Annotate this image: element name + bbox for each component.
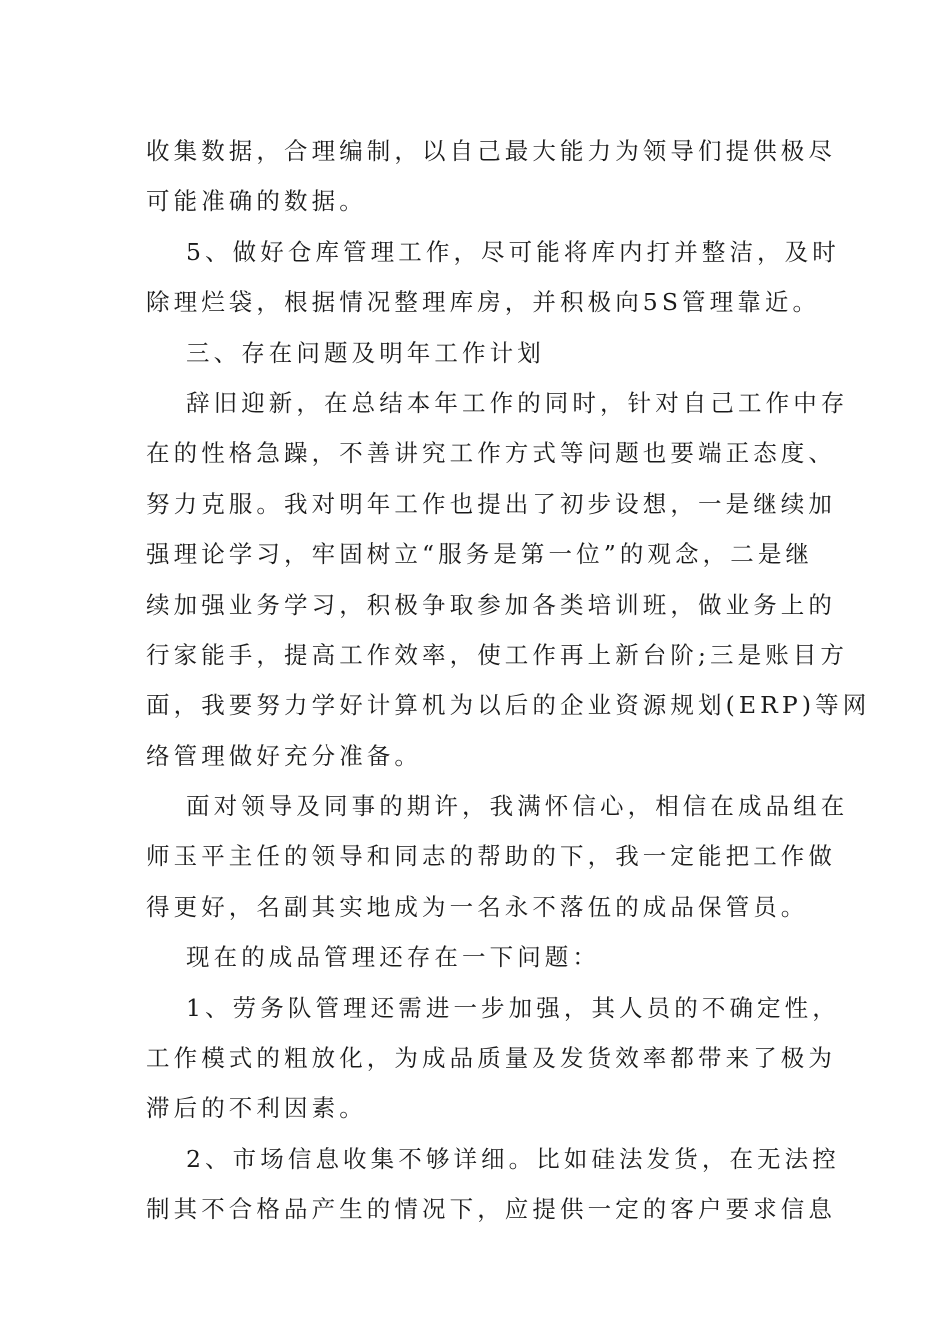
text-line: 2、市场信息收集不够详细。比如硅法发货，在无法控 xyxy=(186,1144,840,1173)
section-heading: 三、存在问题及明年工作计划 xyxy=(186,338,545,367)
text-line: 工作模式的粗放化，为成品质量及发货效率都带来了极为 xyxy=(146,1044,836,1073)
text-line: 现在的成品管理还存在一下问题： xyxy=(186,943,600,972)
text-line: 5、做好仓库管理工作，尽可能将库内打并整洁，及时 xyxy=(186,237,840,266)
text-line: 努力克服。我对明年工作也提出了初步设想，一是继续加 xyxy=(146,489,836,518)
document-body xyxy=(146,126,871,1235)
text-line: 续加强业务学习，积极争取参加各类培训班，做业务上的 xyxy=(146,590,836,619)
text-line: 辞旧迎新，在总结本年工作的同时，针对自己工作中存 xyxy=(186,388,849,417)
text-line: 除理烂袋，根据情况整理库房，并积极向5S管理靠近。 xyxy=(146,288,821,317)
text-line: 得更好，名副其实地成为一名永不落伍的成品保管员。 xyxy=(146,892,809,921)
text-line: 面，我要努力学好计算机为以后的企业资源规划(ERP)等网 xyxy=(146,691,871,720)
text-line: 师玉平主任的领导和同志的帮助的下，我一定能把工作做 xyxy=(146,842,836,871)
text-line: 可能准确的数据。 xyxy=(146,187,367,216)
text-line: 面对领导及同事的期许，我满怀信心，相信在成品组在 xyxy=(186,792,849,821)
text-line: 在的性格急躁，不善讲究工作方式等问题也要端正态度、 xyxy=(146,439,836,468)
text-line: 收集数据，合理编制，以自己最大能力为领导们提供极尽 xyxy=(146,137,836,165)
text-line: 制其不合格品产生的情况下，应提供一定的客户要求信息 xyxy=(146,1195,836,1224)
text-line: 1、劳务队管理还需进一步加强，其人员的不确定性， xyxy=(186,993,840,1022)
text-line: 滞后的不利因素。 xyxy=(146,1094,367,1123)
text-line: 络管理做好充分准备。 xyxy=(146,741,422,770)
text-line: 行家能手，提高工作效率，使工作再上新台阶;三是账目方 xyxy=(146,640,849,669)
text-line: 强理论学习，牢固树立“服务是第一位”的观念，二是继 xyxy=(146,540,814,569)
